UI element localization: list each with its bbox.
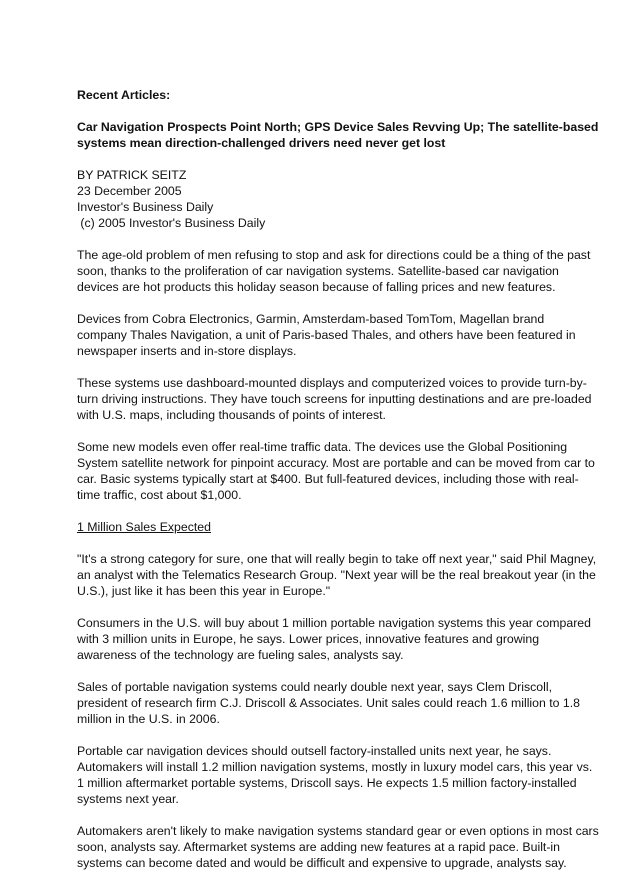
headline-line: Car Navigation Prospects Point North; GPS Device Sales Revving Up; The satellite-based [77, 120, 599, 134]
paragraph-line: soon, thanks to the proliferation of car navigation systems. Satellite-based car navigation [77, 264, 559, 278]
paragraph-line: systems can become dated and would be difficult and expensive to upgrade, analysts say. [77, 856, 567, 870]
publication: Investor's Business Daily [77, 200, 214, 214]
paragraph-line: awareness of the technology are fueling sales, analysts say. [77, 648, 404, 662]
paragraph-line: Some new models even offer real-time traffic data. The devices use the Global Positioning [77, 440, 568, 454]
copyright: (c) 2005 Investor's Business Daily [77, 216, 266, 230]
paragraph-line: systems next year. [77, 792, 179, 806]
paragraph-line: with U.S. maps, including thousands of points of interest. [77, 408, 386, 422]
paragraph [77, 823, 599, 871]
paragraph-line: These systems use dashboard-mounted displays and computerized voices to provide turn-by- [77, 376, 587, 390]
paragraph-line: time traffic, cost about $1,000. [77, 488, 242, 502]
byline-block [77, 167, 577, 231]
section-heading: Recent Articles: [77, 88, 171, 102]
paragraph [77, 247, 591, 295]
paragraph [77, 551, 597, 599]
paragraph-line: System satellite network for pinpoint accuracy. Most are portable and can be moved from car to [77, 456, 595, 470]
article-headline [77, 119, 599, 151]
paragraph-line: "It's a strong category for sure, one that will really begin to take off next year," said Phil Magney, [77, 552, 597, 566]
paragraph-line: Portable car navigation devices should outsell factory-installed units next year, he says. [77, 744, 552, 758]
publish-date: 23 December 2005 [77, 184, 182, 198]
paragraph [77, 679, 581, 727]
paragraph-line: company Thales Navigation, a unit of Paris-based Thales, and others have been featured in [77, 328, 576, 342]
paragraph-line: Devices from Cobra Electronics, Garmin, Amsterdam-based TomTom, Magellan brand [77, 312, 545, 326]
headline-line: systems mean direction-challenged drivers need never get lost [77, 136, 446, 150]
paragraph-line: devices are hot products this holiday season because of falling prices and new features. [77, 280, 556, 294]
paragraph [77, 743, 593, 807]
author: BY PATRICK SEITZ [77, 168, 187, 182]
paragraph [77, 615, 591, 663]
paragraph-line: with 3 million units in Europe, he says. Lower prices, innovative features and growing [77, 632, 540, 646]
subheading: 1 Million Sales Expected [77, 520, 211, 534]
paragraph-line: Sales of portable navigation systems could nearly double next year, says Clem Driscoll, [77, 680, 553, 694]
paragraph-line: U.S.), just like it has been this year in Europe." [77, 584, 331, 598]
paragraph [77, 375, 592, 423]
paragraph-line: Automakers aren't likely to make navigation systems standard gear or even options in most cars [77, 824, 599, 838]
paragraph-line: car. Basic systems typically start at $400. But full-featured devices, including those with real- [77, 472, 579, 486]
paragraph-line: soon, analysts say. Aftermarket systems are adding new features at a rapid pace. Built-in [77, 840, 561, 854]
paragraph [77, 439, 595, 503]
paragraph-line: turn driving instructions. They have touch screens for inputting destinations and are pre-loaded [77, 392, 592, 406]
paragraph [77, 311, 577, 359]
paragraph-line: The age-old problem of men refusing to stop and ask for directions could be a thing of the past [77, 248, 591, 262]
paragraph-line: 1 million aftermarket portable systems, Driscoll says. He expects 1.5 million factory-installed [77, 776, 577, 790]
paragraph-line: million in the U.S. in 2006. [77, 712, 220, 726]
paragraph-line: newspaper inserts and in-store displays. [77, 344, 297, 358]
article-body [77, 87, 599, 887]
paragraph-line: Consumers in the U.S. will buy about 1 million portable navigation systems this year compared [77, 616, 591, 630]
paragraph-line: Automakers will install 1.2 million navigation systems, mostly in luxury model cars, this year vs. [77, 760, 593, 774]
paragraph-line: president of research firm C.J. Driscoll & Associates. Unit sales could reach 1.6 million to 1.8 [77, 696, 581, 710]
paragraph-line: an analyst with the Telematics Research Group. "Next year will be the real breakout year (in the [77, 568, 596, 582]
